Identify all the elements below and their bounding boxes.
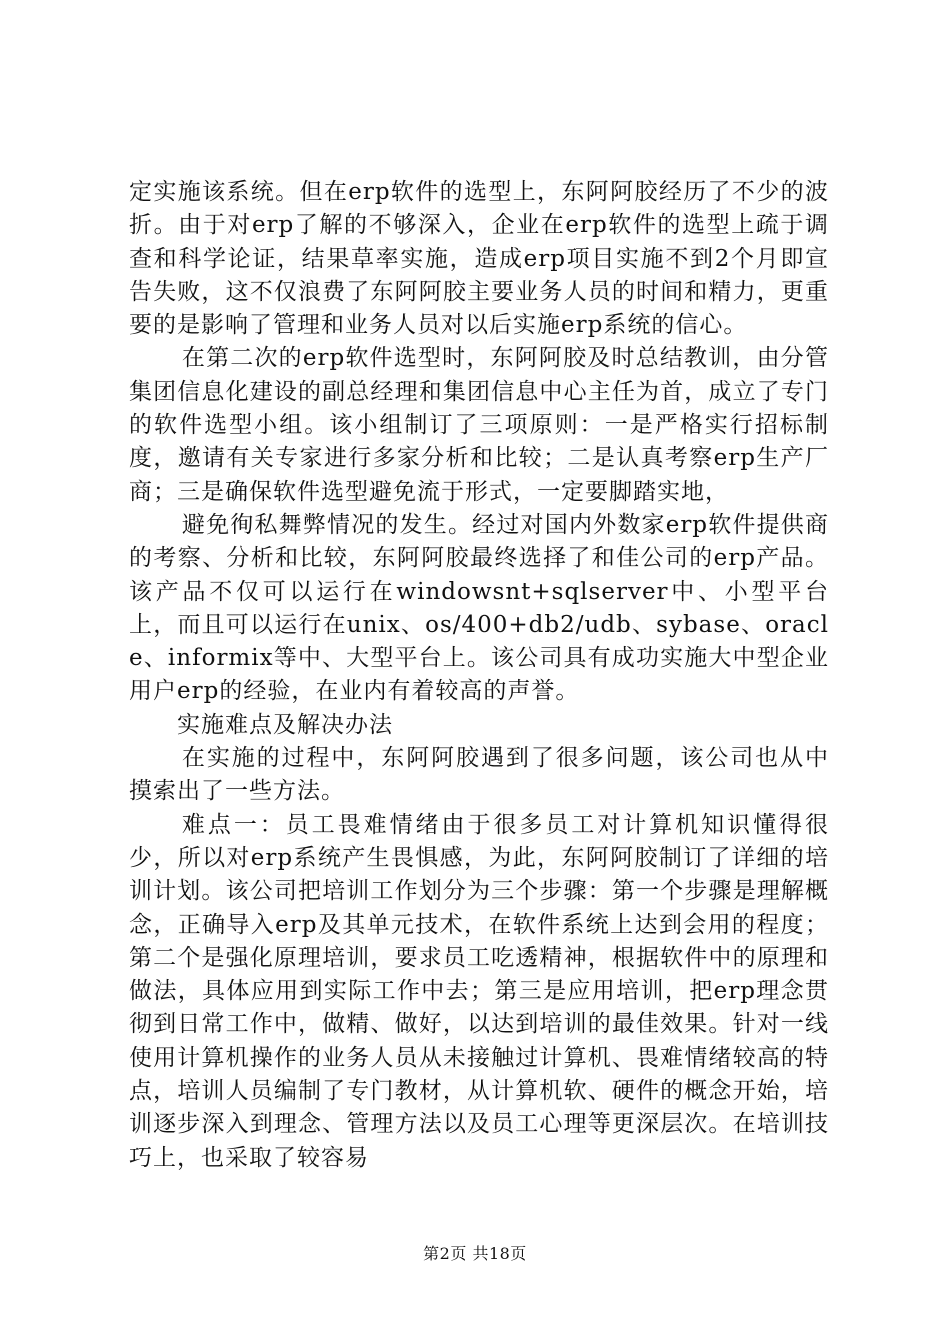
document-body <box>129 176 829 1175</box>
paragraph-implementation-intro: 在实施的过程中，东阿阿胶遇到了很多问题，该公司也从中摸索出了一些方法。 <box>129 745 829 805</box>
paragraph-erp-first-attempt: 定实施该系统。但在erp软件的选型上，东阿阿胶经历了不少的波折。由于对erp了解的不够深入，企业在erp软件的选型上疏于调查和科学论证，结果草率实施，造成erp项目实施不到2个月即宣告失败，这不仅浪费了东阿阿胶主要业务人员的时间和精力，更重要的是影响了管理和业务人员对以后实施erp系统的信心。 <box>129 179 829 339</box>
paragraph-second-selection: 在第二次的erp软件选型时，东阿阿胶及时总结教训，由分管集团信息化建设的副总经理和集团信息中心主任为首，成立了专门的软件选型小组。该小组制订了三项原则：一是严格实行招标制度，邀请有关专家进行多家分析和比较；二是认真考察erp生产厂商；三是确保软件选型避免流于形式，一定要脚踏实地， <box>129 345 829 505</box>
page-number-footer: 第2页 共18页 <box>423 1244 527 1263</box>
paragraph-vendor-choice: 避免徇私舞弊情况的发生。经过对国内外数家erp软件提供商的考察、分析和比较，东阿阿胶最终选择了和佳公司的erp产品。该产品不仅可以运行在windowsnt+sqlserver中、小型平台上，而且可以运行在unix、os/400+db2/udb、sybase、oracle、informix等中、大型平台上。该公司具有成功实施大中型企业用户erp的经验，在业内有着较高的声誉。 <box>129 511 829 705</box>
paragraph-difficulty-one: 难点一：员工畏难情绪由于很多员工对计算机知识懂得很少，所以对erp系统产生畏惧感，为此，东阿阿胶制订了详细的培训计划。该公司把培训工作划分为三个步骤：第一个步骤是理解概念，正确导入erp及其单元技术，在软件系统上达到会用的程度；第二个是强化原理培训，要求员工吃透精神，根据软件中的原理和做法，具体应用到实际工作中去；第三是应用培训，把erp理念贯彻到日常工作中，做精、做好，以达到培训的最佳效果。针对一线使用计算机操作的业务人员从未接触过计算机、畏难情绪较高的特点，培训人员编制了专门教材，从计算机软、硬件的概念开始，培训逐步深入到理念、管理方法以及员工心理等更深层次。在培训技巧上，也采取了较容易 <box>129 811 829 1171</box>
section-heading: 实施难点及解决办法 <box>177 711 393 738</box>
